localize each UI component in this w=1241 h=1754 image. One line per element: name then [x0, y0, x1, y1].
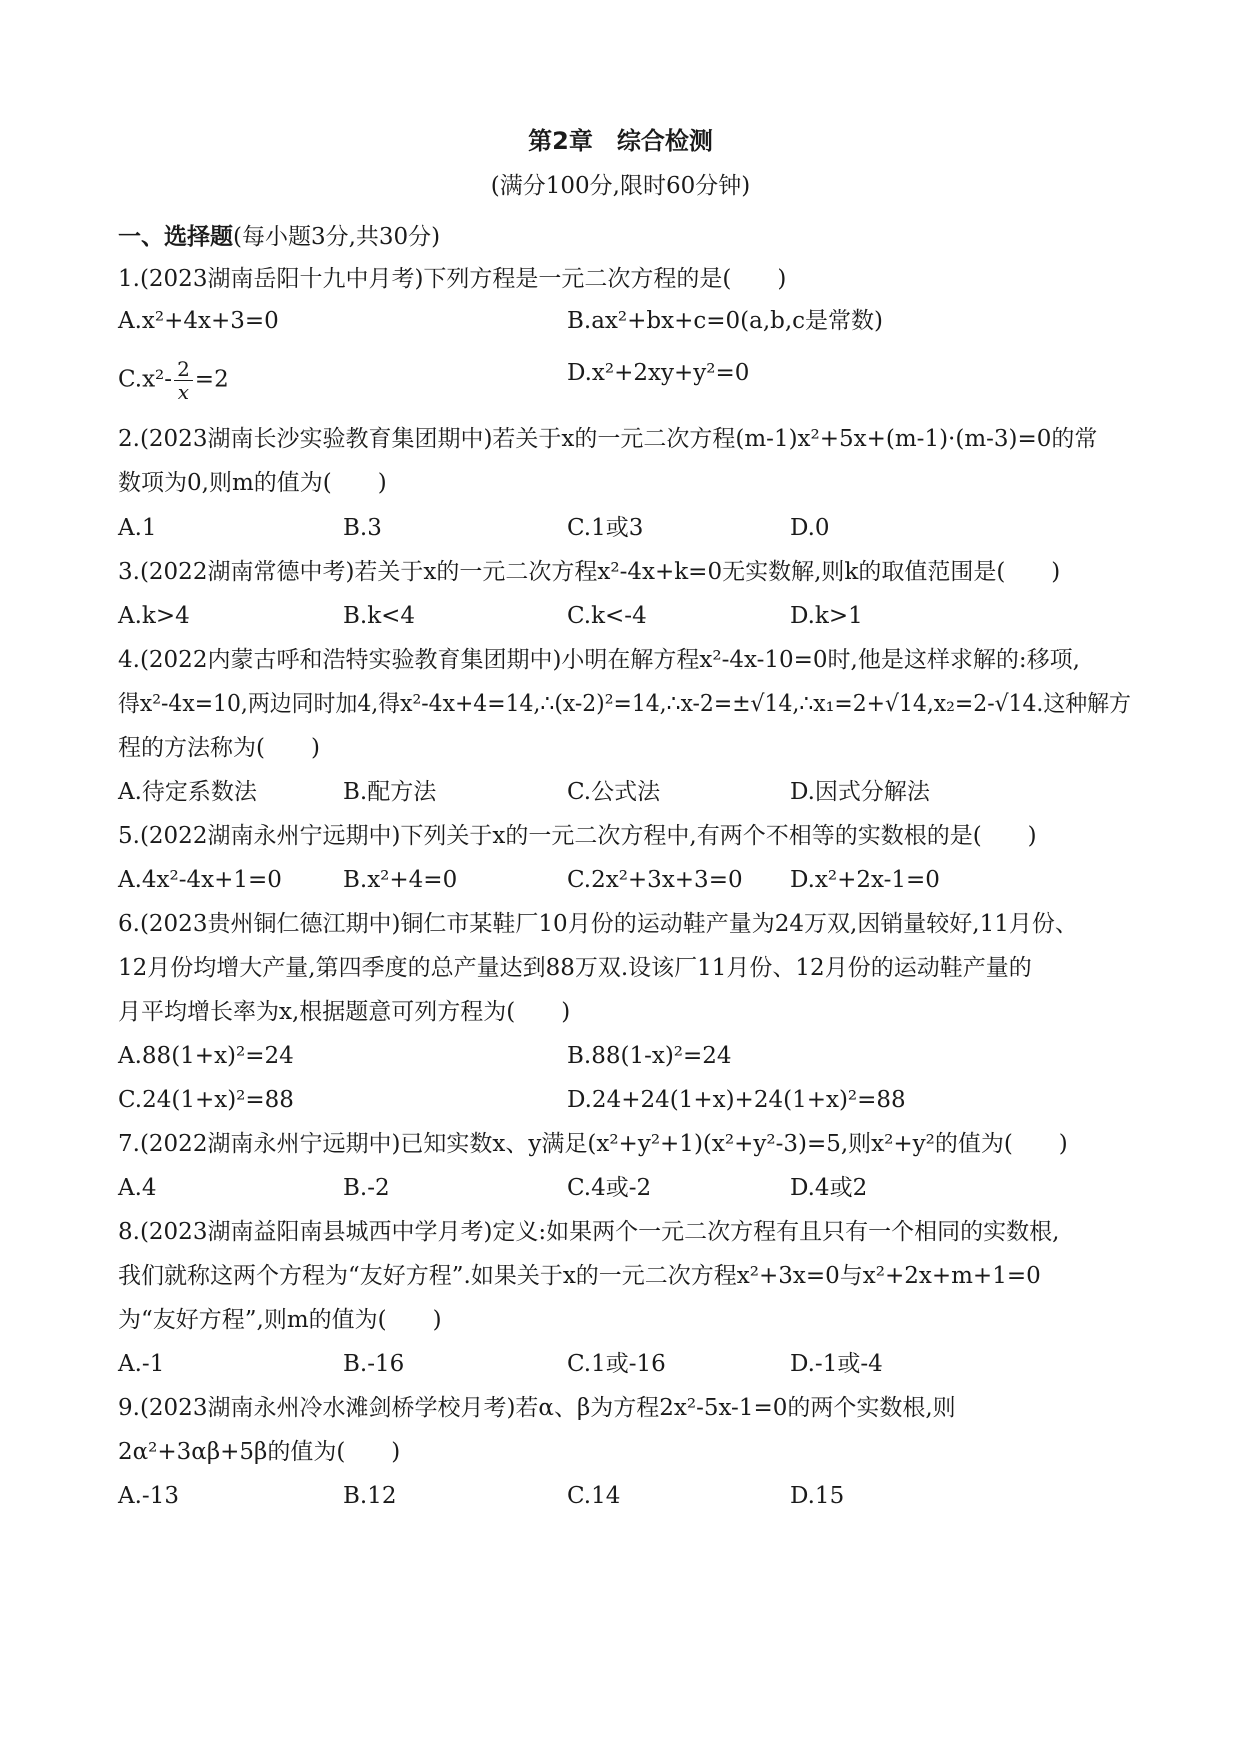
q2-option-d: D.0 [790, 515, 830, 541]
q3-option-d: D.k>1 [790, 603, 863, 629]
q9-stem-line2: 2α²+3αβ+5β的值为( ) [118, 1439, 401, 1465]
q4-option-a: A.待定系数法 [118, 779, 257, 805]
page-title: 第2章 综合检测 [528, 127, 713, 155]
q5-option-c: C.2x²+3x+3=0 [567, 867, 743, 893]
q8-option-b: B.-16 [343, 1351, 405, 1377]
q6-stem-line3: 月平均增长率为x,根据题意可列方程为( ) [118, 999, 571, 1025]
q7-option-b: B.-2 [343, 1175, 390, 1201]
q9-option-d: D.15 [790, 1483, 845, 1509]
q7-option-a: A.4 [118, 1175, 157, 1201]
q9-stem-line1: 9.(2023湖南永州冷水滩剑桥学校月考)若α、β为方程2x²-5x-1=0的两个实数根,则 [118, 1395, 956, 1421]
q9-option-c: C.14 [567, 1483, 621, 1509]
q6-option-d: D.24+24(1+x)+24(1+x)²=88 [567, 1087, 906, 1113]
section-head: 一、选择题 [118, 224, 233, 250]
section-note: (每小题3分,共30分) [233, 224, 441, 250]
q7-option-d: D.4或2 [790, 1175, 868, 1201]
q4-stem-line1: 4.(2022内蒙古呼和浩特实验教育集团期中)小明在解方程x²-4x-10=0时,他是这样求解的:移项, [118, 647, 1080, 673]
q3-stem: 3.(2022湖南常德中考)若关于x的一元二次方程x²-4x+k=0无实数解,则k的取值范围是( ) [118, 559, 1061, 585]
q1-option-c [118, 358, 229, 403]
q5-stem: 5.(2022湖南永州宁远期中)下列关于x的一元二次方程中,有两个不相等的实数根的是( ) [118, 823, 1037, 849]
fraction [174, 358, 193, 403]
q3-option-c: C.k<-4 [567, 603, 647, 629]
q4-stem-line2: 得x²-4x=10,两边同时加4,得x²-4x+4=14,∴(x-2)²=14,∴x-2=±√14,∴x₁=2+√14,x₂=2-√14.这种解方 [118, 691, 1131, 717]
q6-option-c: C.24(1+x)²=88 [118, 1087, 294, 1113]
q3-option-a: A.k>4 [118, 603, 190, 629]
q8-option-a: A.-1 [118, 1351, 165, 1377]
q5-option-d: D.x²+2x-1=0 [790, 867, 940, 893]
section-heading [118, 222, 440, 252]
q7-option-c: C.4或-2 [567, 1175, 652, 1201]
q4-stem-line3: 程的方法称为( ) [118, 735, 320, 761]
q6-option-b: B.88(1-x)²=24 [567, 1043, 732, 1069]
q3-option-b: B.k<4 [343, 603, 416, 629]
q9-option-b: B.12 [343, 1483, 397, 1509]
q2-option-c: C.1或3 [567, 515, 644, 541]
q8-stem-line2: 我们就称这两个方程为“友好方程”.如果关于x的一元二次方程x²+3x=0与x²+2x+m+1=0 [118, 1263, 1041, 1289]
fraction-denominator: x [177, 380, 190, 404]
q1-option-c-pre: C.x²- [118, 366, 173, 393]
q7-stem: 7.(2022湖南永州宁远期中)已知实数x、y满足(x²+y²+1)(x²+y²-3)=5,则x²+y²的值为( ) [118, 1131, 1068, 1157]
q2-option-b: B.3 [343, 515, 382, 541]
q9-option-a: A.-13 [118, 1483, 179, 1509]
q1-option-c-post: =2 [194, 366, 229, 393]
q5-option-b: B.x²+4=0 [343, 867, 458, 893]
page-subtitle: (满分100分,限时60分钟) [490, 173, 751, 199]
q1-option-d: D.x²+2xy+y²=0 [567, 360, 750, 386]
q2-stem-line1: 2.(2023湖南长沙实验教育集团期中)若关于x的一元二次方程(m-1)x²+5x+(m-1)·(m-3)=0的常 [118, 426, 1098, 452]
q4-option-b: B.配方法 [343, 779, 437, 805]
q6-stem-line1: 6.(2023贵州铜仁德江期中)铜仁市某鞋厂10月份的运动鞋产量为24万双,因销量较好,11月份、 [118, 911, 1078, 937]
q4-option-c: C.公式法 [567, 779, 661, 805]
q8-stem-line1: 8.(2023湖南益阳南县城西中学月考)定义:如果两个一元二次方程有且只有一个相同的实数根, [118, 1219, 1060, 1245]
q8-option-d: D.-1或-4 [790, 1351, 883, 1377]
q4-option-d: D.因式分解法 [790, 779, 930, 805]
q2-option-a: A.1 [118, 515, 157, 541]
q6-option-a: A.88(1+x)²=24 [118, 1043, 294, 1069]
q2-stem-line2: 数项为0,则m的值为( ) [118, 470, 387, 496]
q1-option-b: B.ax²+bx+c=0(a,b,c是常数) [567, 308, 884, 334]
q8-option-c: C.1或-16 [567, 1351, 666, 1377]
q5-option-a: A.4x²-4x+1=0 [118, 867, 282, 893]
q6-stem-line2: 12月份均增大产量,第四季度的总产量达到88万双.设该厂11月份、12月份的运动鞋产量的 [118, 955, 1032, 981]
fraction-numerator: 2 [174, 358, 193, 381]
q1-stem: 1.(2023湖南岳阳十九中月考)下列方程是一元二次方程的是( ) [118, 266, 787, 292]
q1-option-a: A.x²+4x+3=0 [118, 308, 279, 334]
q8-stem-line3: 为“友好方程”,则m的值为( ) [118, 1307, 442, 1333]
